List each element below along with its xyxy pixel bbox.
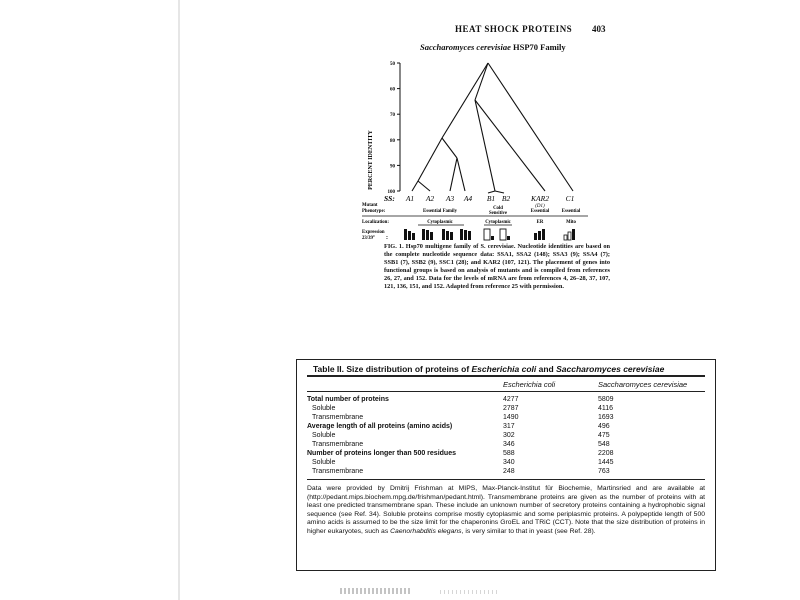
- row-label-expression: Expression: [362, 230, 385, 235]
- row-label: Transmembrane: [312, 441, 364, 448]
- gene-label: B2: [501, 194, 511, 203]
- ecoli-value: 317: [503, 423, 515, 430]
- branch: [418, 181, 430, 191]
- localization-a: Cytoplasmic: [427, 220, 453, 225]
- branch: [450, 158, 457, 191]
- y-tick-label: 70: [390, 113, 395, 119]
- table-title-organism-2: Saccharomyces cerevisiae: [556, 364, 665, 374]
- table-top-rule: [307, 375, 705, 377]
- gene-label: A3: [445, 194, 455, 203]
- phenotype-b-2: Sensitive: [488, 211, 508, 216]
- yeast-value: 475: [598, 432, 610, 439]
- localization-c1: Mito: [566, 220, 576, 225]
- kar2-note: (D1): [535, 204, 545, 209]
- table-title-mid: and: [536, 364, 557, 374]
- row-label-colon: :: [386, 235, 388, 241]
- expression-bars-icon: [484, 229, 494, 240]
- scan-smudge: [440, 590, 500, 594]
- ecoli-value: 1490: [503, 414, 519, 421]
- expression-bars-icon: [442, 229, 453, 240]
- table-row: [307, 414, 705, 423]
- branch: [412, 181, 418, 191]
- expression-bars-icon: [460, 229, 471, 240]
- row-label: Total number of proteins: [307, 396, 389, 403]
- y-tick-label: 60: [390, 87, 395, 93]
- yeast-value: 1445: [598, 459, 614, 466]
- gene-label: B1: [486, 194, 496, 203]
- row-label: Transmembrane: [312, 468, 364, 475]
- y-tick-label: 80: [390, 138, 395, 144]
- row-label: Soluble: [312, 432, 336, 439]
- yeast-value: 1693: [598, 414, 614, 421]
- yeast-value: 548: [598, 441, 610, 448]
- gene-label: A2: [425, 194, 435, 203]
- ecoli-value: 302: [503, 432, 515, 439]
- figure-title: [420, 42, 566, 52]
- table-row: [307, 441, 705, 450]
- table-title-organism-1: Escherichia coli: [471, 364, 537, 374]
- branch: [495, 191, 504, 193]
- ecoli-value: 2787: [503, 405, 519, 412]
- figure-title-rest: HSP70 Family: [510, 42, 566, 52]
- localization-kar2: ER: [536, 220, 544, 225]
- y-tick-label: 90: [390, 164, 395, 170]
- table-footnote: [307, 485, 705, 537]
- yeast-value: 4116: [598, 405, 614, 412]
- table-row: [307, 423, 705, 432]
- localization-b: Cytoplasmic: [485, 220, 511, 225]
- expression-bars-icon: [534, 229, 545, 240]
- ecoli-value: 248: [503, 468, 515, 475]
- table-row: [307, 432, 705, 441]
- row-label: Soluble: [312, 405, 336, 412]
- table-title: [313, 364, 664, 374]
- table-row: [307, 396, 705, 405]
- column-header-yeast: Saccharomyces cerevisiae: [598, 380, 688, 389]
- hsp70-dendrogram: [360, 55, 610, 250]
- row-label-temperature: 23/39°: [362, 236, 375, 241]
- ecoli-value: 340: [503, 459, 515, 466]
- running-head: HEAT SHOCK PROTEINS: [455, 24, 573, 34]
- row-label: Number of proteins longer than 500 residues: [307, 450, 456, 457]
- table-row: [307, 459, 705, 468]
- row-label-mutant: Mutant: [362, 203, 378, 208]
- phenotype-kar2: Essential: [530, 209, 550, 214]
- yeast-value: 496: [598, 423, 610, 430]
- scan-smudge: [340, 588, 410, 594]
- figure-title-organism: Saccharomyces cerevisiae: [420, 42, 511, 52]
- row-label-localization: Localization:: [362, 220, 389, 225]
- y-tick-label: 50: [390, 62, 395, 67]
- footnote-organism: Caenorhabditis elegans: [390, 527, 462, 535]
- table-row: [307, 405, 705, 414]
- table-header-rule: [307, 391, 705, 392]
- expression-bars-icon: [500, 229, 510, 240]
- footnote-text-end: , is very similar to that in yeast (see Ref. 28).: [461, 527, 596, 535]
- row-label: Transmembrane: [312, 414, 364, 421]
- footnote-text: Data were provided by Dmitrij Frishman at MIPS, Max-Planck-Institut für Biochemie, Martinsried and are available at (http://pedant.mips.biochem.mpg.de/frishman/pedant.html). Transmembrane proteins are given as the number of proteins with at least one predicted transmembrane span. These include an unknown number of secretory proteins containing a hydrophobic signal sequence (see Ref. 34). Soluble proteins comprise mostly cytoplasmic and some periplasmic proteins. A polypeptide length of 500 amino acids is assumed to be the size limit for the chaperonins GroEL and TRiC (CCT). Note that the size distribution of proteins in higher eukaryotes, such as: [307, 485, 705, 535]
- y-axis-label: PERCENT IDENTITY: [368, 130, 374, 190]
- expression-bars-icon: [422, 229, 433, 240]
- gene-label: KAR2: [531, 194, 549, 203]
- gene-label: A1: [405, 194, 415, 203]
- page-number: 403: [592, 24, 606, 34]
- page-edge: [178, 0, 180, 600]
- phenotype-c1: Essential: [561, 209, 581, 214]
- branch: [457, 158, 465, 191]
- yeast-value: 763: [598, 468, 610, 475]
- table-row: [307, 468, 705, 477]
- tree-branches: [412, 63, 573, 193]
- y-axis-ticks: [388, 62, 401, 195]
- ecoli-value: 346: [503, 441, 515, 448]
- yeast-value: 5809: [598, 396, 614, 403]
- phenotype-b-1: Cold: [493, 206, 503, 211]
- ecoli-value: 4277: [503, 396, 519, 403]
- expression-bar-icons: [404, 229, 575, 240]
- y-tick-label: 100: [387, 190, 395, 195]
- branch: [488, 191, 495, 193]
- gene-label: C1: [565, 194, 575, 203]
- table-bottom-rule: [307, 479, 705, 480]
- ss-label: SS:: [384, 194, 395, 203]
- column-header-ecoli: Escherichia coli: [503, 380, 556, 389]
- row-label-phenotype: Phenotype:: [362, 209, 386, 214]
- phenotype-a: Essential Family: [423, 209, 457, 214]
- row-label: Soluble: [312, 459, 336, 466]
- figure-caption: FIG. 1. Hsp70 multigene family of S. cerevisiae. Nucleotide identities are based on the complete nucleotide sequence data: SSA1, SSA2 (148); SSA3 (9); SSA4 (7); SSB1 (7), SSB2 (9), SSC1 (28); and KAR2 (107, 121). The placement of genes into functional groups is based on analysis of mutants and is compiled from references 26, 27, and 152. Data for the levels of mRNA are from references 4, 26–28, 37, 107, 121, 136, 151, and 152. Adapted from reference 25 with permission.: [384, 243, 610, 290]
- table-row: [307, 450, 705, 459]
- ecoli-value: 588: [503, 450, 515, 457]
- expression-bars-icon: [564, 229, 575, 240]
- branch: [442, 138, 457, 158]
- expression-bars-icon: [404, 229, 415, 240]
- size-distribution-table: [296, 359, 716, 571]
- gene-label: A4: [463, 194, 473, 203]
- row-label: Average length of all proteins (amino acids): [307, 423, 453, 430]
- branch: [418, 138, 442, 181]
- table-title-prefix: Table II. Size distribution of proteins of: [313, 364, 472, 374]
- yeast-value: 2208: [598, 450, 614, 457]
